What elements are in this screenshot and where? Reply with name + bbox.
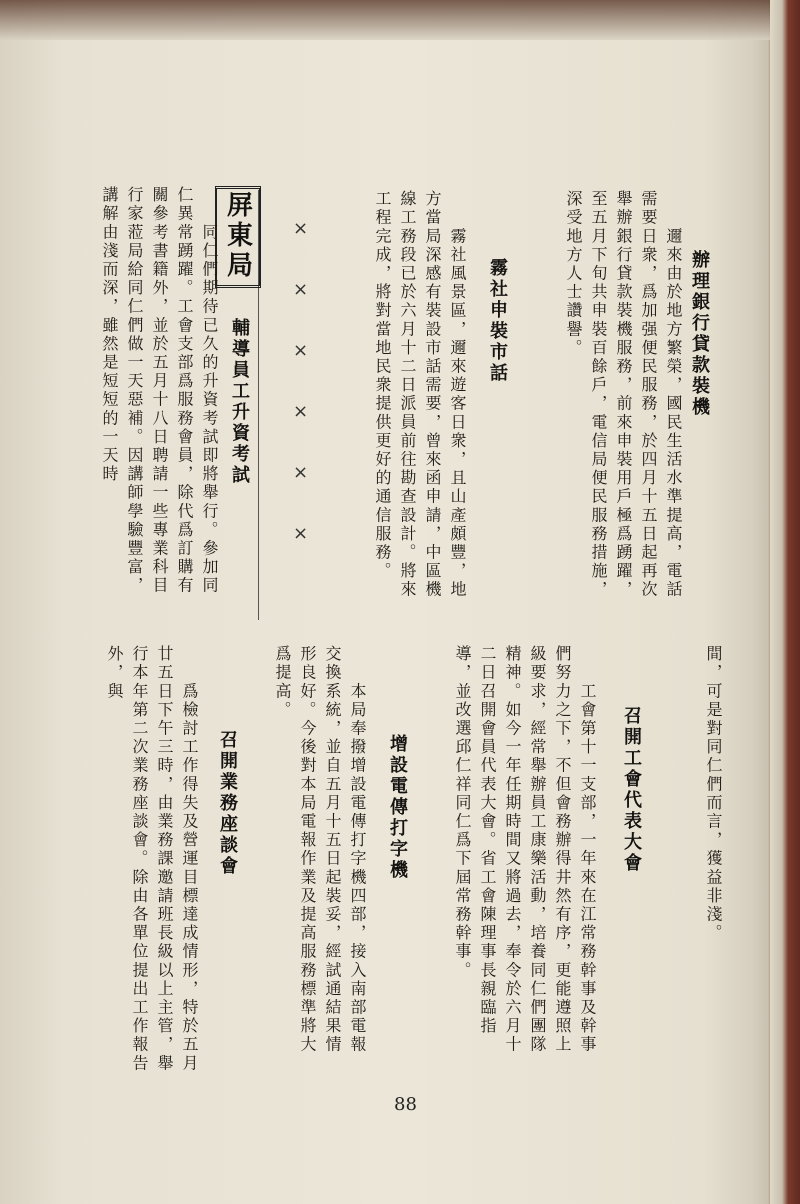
top-shadow <box>0 0 800 40</box>
article-loan-body: 邇來由於地方繁榮，國民生活水準提高，電話需要日衆，爲加强便民服務，於四月十五日起再次舉辦銀行貸款裝機服務，前來申裝用戶極爲踴躍，至五月下旬共申裝百餘戶，電信局便民服務措施，深受地方人士讚譽。 <box>564 190 683 600</box>
page-number: 88 <box>394 1094 417 1115</box>
article-union-body: 工會第十一支部，一年來在江常務幹事及幹事們努力之下，不但會務辦得井然有序，更能遵照上級要求，經常舉辦員工康樂活動，培養同仁們團隊精神。如今一年任期時間又將過去，奉令於六月十二日召開會員代表大會。省工會陳理事長親臨指導，並改選邱仁祥同仁爲下屆常務幹事。 <box>453 645 597 1055</box>
article-telex-body: 本局奉撥增設電傳打字機四部，接入南部電報交換系統，並自五月十五日起裝妥，經試通結果情形良好。今後對本局電報作業及提高服務標準將大爲提高。 <box>273 645 367 1055</box>
heading-meeting: 召開業務座談會 <box>217 730 238 877</box>
article-exam-body: 同仁們期待已久的升資考試即將舉行。參加同仁異常踴躍。工會支部爲服務會員，除代爲訂購有關參考書籍外，並於五月十八日聘請一些專業科目行家蒞局給同仁們做一天惡補。因講師學驗豐富，講解由淺而深，雖然是短短的一天時 <box>100 186 219 596</box>
book-spine <box>770 0 800 1204</box>
heading-wushe: 霧社申裝市話 <box>487 258 508 384</box>
bureau-title: 屏東局 <box>222 191 253 281</box>
article-wushe-body: 霧社風景區，邇來遊客日衆，且山產頗豐，地方當局深感有裝設市話需要，曾來函申請，中區機線工務段已於六月十二日派員前往勘查設計。將來工程完成，將對當地民衆提供更好的通信服務。 <box>373 190 467 600</box>
heading-exam: 輔導員工升資考試 <box>229 318 250 486</box>
heading-telex: 增設電傳打字機 <box>387 734 408 881</box>
article-exam-continued: 間，可是對同仁們而言，獲益非淺。 <box>704 645 723 943</box>
heading-union: 召開工會代表大會 <box>621 706 642 874</box>
separator-marks: ×××××× <box>290 218 311 584</box>
heading-loan: 辦理銀行貸款裝機 <box>689 250 710 418</box>
article-meeting-body: 爲檢討工作得失及營運目標達成情形，特於五月廿五日下午三時，由業務課邀請班長級以上主管，舉行本年第二次業務座談會。除由各單位提出工作報告外，與 <box>105 645 199 1073</box>
